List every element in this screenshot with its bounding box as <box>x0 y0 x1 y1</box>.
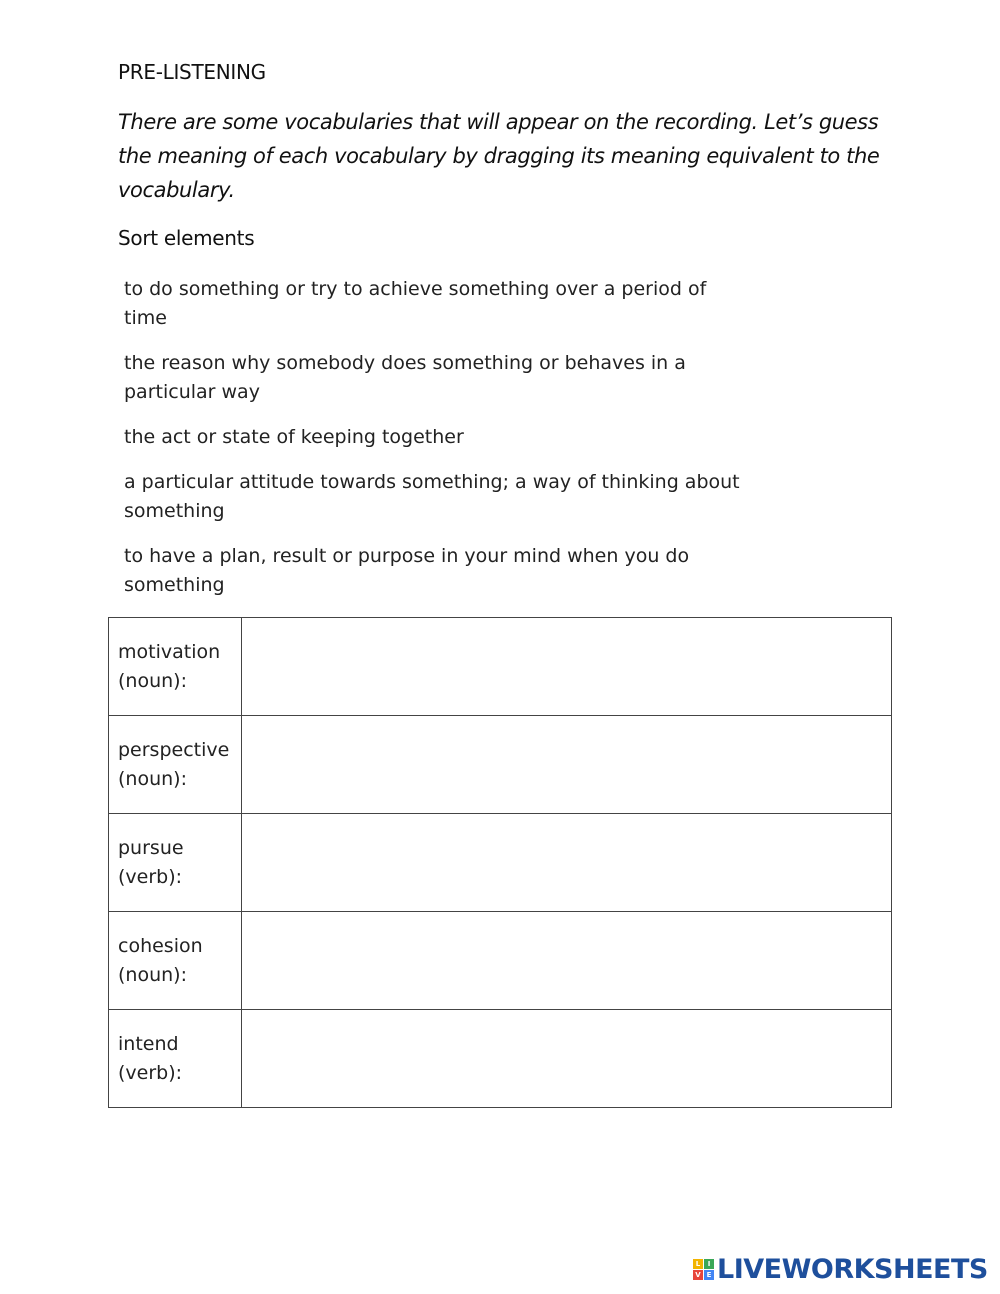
logo-text: LIVEWORKSHEETS <box>717 1254 988 1285</box>
table-row <box>109 814 892 912</box>
table-row <box>109 716 892 814</box>
liveworksheets-logo <box>693 1254 988 1285</box>
draggable-definition[interactable]: the act or state of keeping together <box>124 426 464 448</box>
table-row <box>109 618 892 716</box>
logo-mark-cell: E <box>704 1270 714 1280</box>
section-heading: PRE-LISTENING <box>118 60 266 84</box>
sort-elements-list <box>124 275 744 616</box>
vocabulary-table <box>108 617 892 1108</box>
table-row <box>109 1010 892 1108</box>
definition-drop-zone[interactable] <box>242 716 892 814</box>
logo-mark-cell: I <box>704 1259 714 1269</box>
draggable-definition[interactable]: a particular attitude towards something; a way of thinking about something <box>124 471 740 522</box>
draggable-definition[interactable]: to do something or try to achieve something over a period of time <box>124 278 707 329</box>
logo-mark-cell: V <box>693 1270 703 1280</box>
draggable-definition[interactable]: to have a plan, result or purpose in your mind when you do something <box>124 545 690 596</box>
definition-drop-zone[interactable] <box>242 1010 892 1108</box>
definition-drop-zone[interactable] <box>242 912 892 1010</box>
definition-drop-zone[interactable] <box>242 814 892 912</box>
logo-mark-icon <box>693 1259 714 1280</box>
logo-mark-cell: L <box>693 1259 703 1269</box>
vocab-term: cohesion (noun): <box>109 912 242 1010</box>
definition-drop-zone[interactable] <box>242 618 892 716</box>
instructions-text: There are some vocabularies that will appear on the recording. Let’s guess the meaning of each vocabulary by dragging its meaning equivalent to the vocabulary. <box>118 110 880 202</box>
sort-elements-heading: Sort elements <box>118 226 255 250</box>
draggable-definition[interactable]: the reason why somebody does something or behaves in a particular way <box>124 352 686 403</box>
vocab-term: pursue (verb): <box>109 814 242 912</box>
vocab-term: intend (verb): <box>109 1010 242 1108</box>
vocab-term: perspective (noun): <box>109 716 242 814</box>
vocab-term: motivation (noun): <box>109 618 242 716</box>
table-row <box>109 912 892 1010</box>
